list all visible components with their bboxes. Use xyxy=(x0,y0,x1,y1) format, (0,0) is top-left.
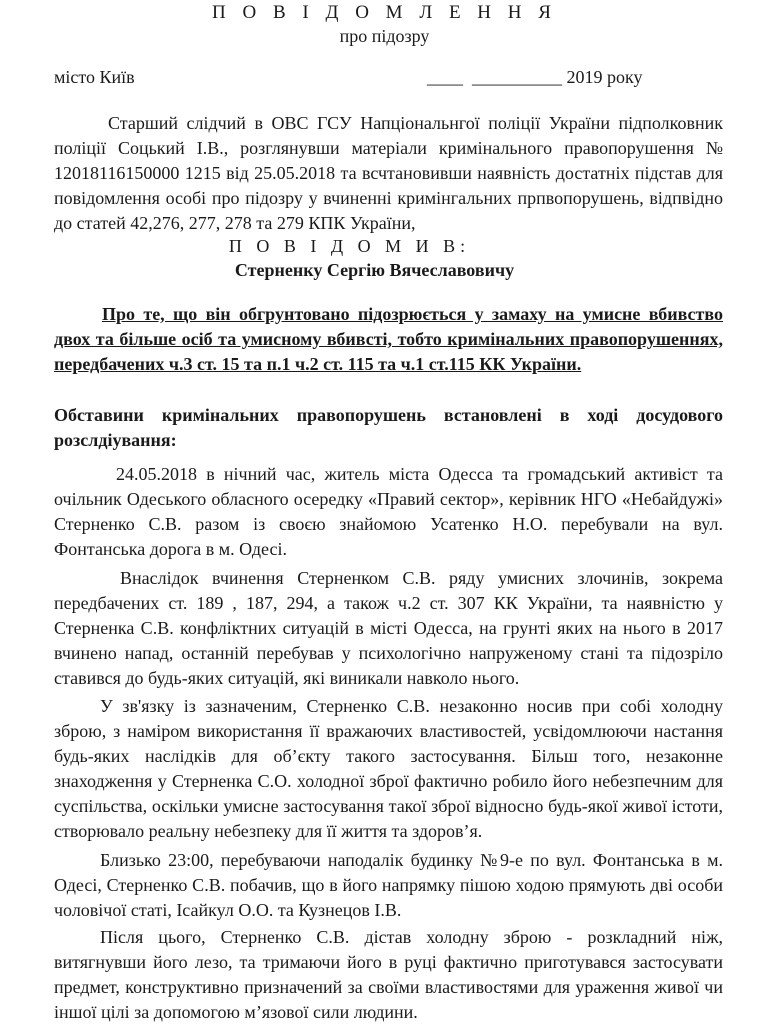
notified-heading: П О В І Д О М И В: xyxy=(228,236,471,256)
suspect-name: Стерненку Сергію Вячеславовичу xyxy=(234,260,515,280)
paragraph-4: Близько 23:00, перебуваючи наподалік будинку №9-е по вул. Фонтанська в м. Одесі, Стерненко С.В. побачив, що в його напрямку пішою ходою прямують дві особи чоловічої статі, Ісайкул О.О. та Кузнецов І.В. xyxy=(54,850,723,920)
paragraph-2: Внаслідок вчинення Стерненком С.В. ряду умисних злочинів, зокрема передбачених ст. 189 , 187, 294, а також ч.2 ст. 307 КК України, та наявністю у Стерненка С.В. конфліктних ситуацій в місті Одесса, на грунті яких на нього в 2017 вчинено напад, останній перебував у психологічно напруженому стані та підозріло ставився до будь-яких ситуацій, які виникали навколо нього. xyxy=(54,568,723,688)
paragraph-1: 24.05.2018 в нічний час, житель міста Одесса та громадський активіст та очільник Одеського обласного осередку «Правий сектор», керівник НГО «Небайдужі» Стерненко С.В. разом із своєю знайомою Усатенко Н.О. перебували на вул. Фонтанська дорога в м. Одесі. xyxy=(54,464,723,559)
circumstances-heading: Обставини кримінальних правопорушень встановлені в ході досудового розслдіування: xyxy=(54,405,723,450)
paragraph-3: У зв'язку із зазначеним, Стерненко С.В. незаконно носив при собі холодну зброю, з наміром використання її вражаючих властивостей, усвідомлюючи настання будь-яких наслідків для об’єкту такого застосування. Більш того, незаконне знаходження у Стерненка С.О. холодної зброї фактично робило його небезпечним для суспільства, оскільки умисне застосування такої зброї відносно будь-якої живої істоти, створювало реальну небезпеку для її життя та здоров’я. xyxy=(54,696,723,841)
paragraph-5: Після цього, Стерненко С.В. дістав холодну зброю - розкладний ніж, витягнувши його лезо, та тримаючи його в руці фактично приготувався застосувати предмет, конструктивно призначений за своїми властивостями для ураження живої чи іншої цілі за допомогою м’язової сили людини. xyxy=(54,927,723,1022)
city-label: місто Київ xyxy=(54,67,135,87)
document-subtitle: про підозру xyxy=(339,26,430,46)
document-title: П О В І Д О М Л Е Н Н Я xyxy=(212,2,557,23)
suspicion-paragraph: Про те, що він обгрунтовано підозрюється у замаху на умисне вбивство двох та більше осіб та умисному вбивсті, тобто кримінальних правопорушеннях, передбачених ч.3 ст. 15 та п.1 ч.2 ст. 115 та ч.1 ст.115 КК України. xyxy=(54,304,723,374)
intro-paragraph: Старший слідчий в ОВС ГСУ Напціональнгої поліції України підполковник поліції Соцький І.В., розглянувши матеріали кримінального правопорушення № 12018116150000 1215 від 25.05.2018 та всчтановивши наявність достатніх підстав для повідомлення особі про підозру у вчиненні кримінгальних прпвопорушень, відпвідно до статей 42,276, 277, 278 та 279 КПК України, xyxy=(54,113,723,233)
date-line: ____ __________ 2019 року xyxy=(427,67,643,87)
